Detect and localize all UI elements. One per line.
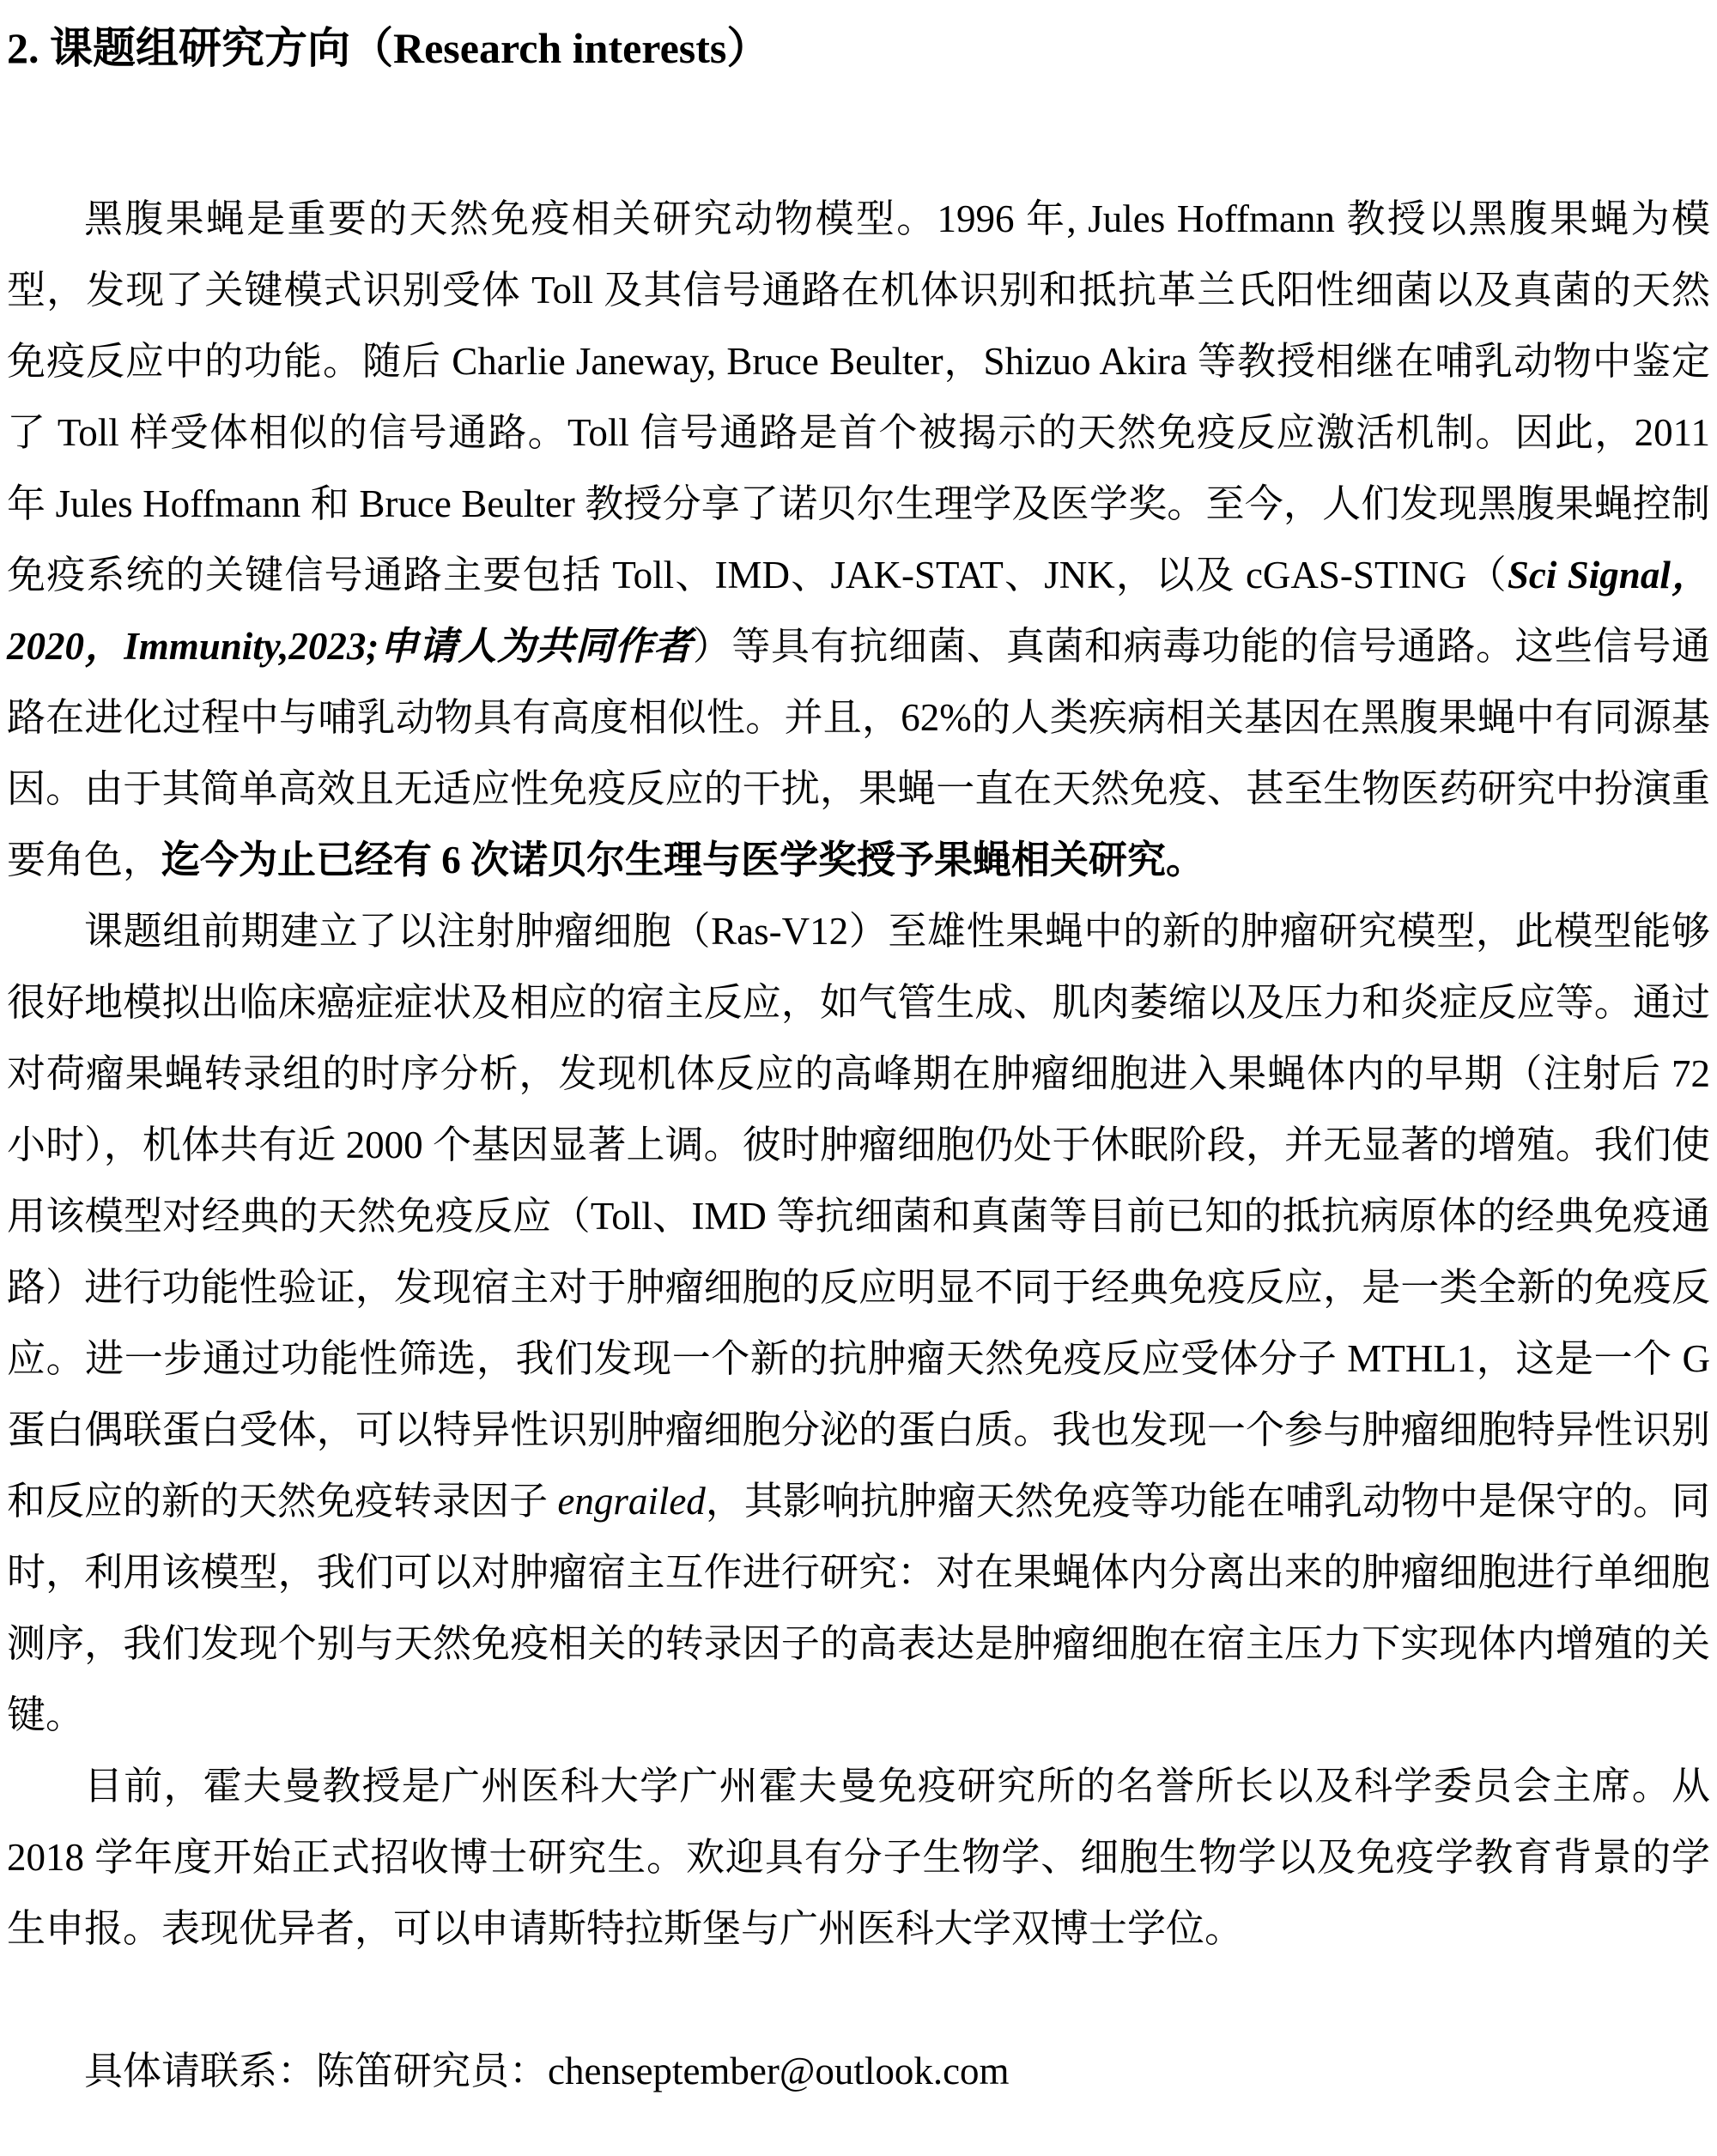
paragraph-2	[7, 896, 1710, 1751]
text-run: Sci Signal，2020，Immunity,2023;申请人为共同作者	[7, 554, 1711, 668]
contact-label: 具体请联系：陈笛研究员：	[84, 2050, 549, 2092]
paragraph-3	[7, 1751, 1710, 1965]
paragraph-1	[7, 184, 1710, 896]
contact-line	[7, 2036, 1710, 2107]
body-paragraphs	[7, 184, 1710, 1965]
text-run: 目前，霍夫曼教授是广州医科大学广州霍夫曼免疫研究所的名誉所长以及科学委员会主席。从 2018 学年度开始正式招收博士研究生。欢迎具有分子生物学、细胞生物学以及免疫学教育背景的学生申报。表现优异者，可以申请斯特拉斯堡与广州医科大学双博士学位。	[7, 1765, 1710, 1950]
text-run: engrailed	[557, 1480, 706, 1523]
page-title: 2. 课题组研究方向（Research interests）	[7, 24, 770, 72]
text-run: ，其影响抗肿瘤天然免疫等功能在哺乳动物中是保守的。同时，利用该模型，我们可以对肿瘤宿主互作进行研究：对在果蝇体内分离出来的肿瘤细胞进行单细胞测序，我们发现个别与天然免疫相关的转录因子的高表达是肿瘤细胞在宿主压力下实现体内增殖的关键。	[7, 1480, 1710, 1736]
text-run: 黑腹果蝇是重要的天然免疫相关研究动物模型。1996 年, Jules Hoffmann 教授以黑腹果蝇为模型，发现了关键模式识别受体 Toll 及其信号通路在机体识别和抵抗革兰氏阳性细菌以及真菌的天然免疫反应中的功能。随后 Charlie Janeway, Bruce Beulter，Shizuo Akira 等教授相继在哺乳动物中鉴定了 Toll 样受体相似的信号通路。Toll 信号通路是首个被揭示的天然免疫反应激活机制。因此，2011 年 Jules Hoffmann 和 Bruce Beulter 教授分享了诺贝尔生理学及医学奖。至今，人们发现黑腹果蝇控制免疫系统的关键信号通路主要包括 Toll、IMD、JAK-STAT、JNK，以及 cGAS-STING（	[7, 197, 1710, 597]
text-run: ）等具有抗细菌、真菌和病毒功能的信号通路。这些信号通路在进化过程中与哺乳动物具有高度相似性。并且，62%的人类疾病相关基因在黑腹果蝇中有同源基因。由于其简单高效且无适应性免疫反应的干扰，果蝇一直在天然免疫、甚至生物医药研究中扮演重要角色，	[7, 625, 1710, 881]
text-run: 课题组前期建立了以注射肿瘤细胞（Ras-V12）至雄性果蝇中的新的肿瘤研究模型，此模型能够很好地模拟出临床癌症症状及相应的宿主反应，如气管生成、肌肉萎缩以及压力和炎症反应等。通过对荷瘤果蝇转录组的时序分析，发现机体反应的高峰期在肿瘤细胞进入果蝇体内的早期（注射后 72 小时），机体共有近 2000 个基因显著上调。彼时肿瘤细胞仍处于休眠阶段，并无显著的增殖。我们使用该模型对经典的天然免疫反应（Toll、IMD 等抗细菌和真菌等目前已知的抵抗病原体的经典免疫通路）进行功能性验证，发现宿主对于肿瘤细胞的反应明显不同于经典免疫反应，是一类全新的免疫反应。进一步通过功能性筛选，我们发现一个新的抗肿瘤天然免疫反应受体分子 MTHL1，这是一个 G 蛋白偶联蛋白受体，可以特异性识别肿瘤细胞分泌的蛋白质。我也发现一个参与肿瘤细胞特异性识别和反应的新的天然免疫转录因子	[7, 910, 1710, 1523]
contact-email: chenseptember@outlook.com	[548, 2050, 1010, 2092]
text-run: 迄今为止已经有 6 次诺贝尔生理与医学奖授予果蝇相关研究。	[161, 839, 1205, 881]
